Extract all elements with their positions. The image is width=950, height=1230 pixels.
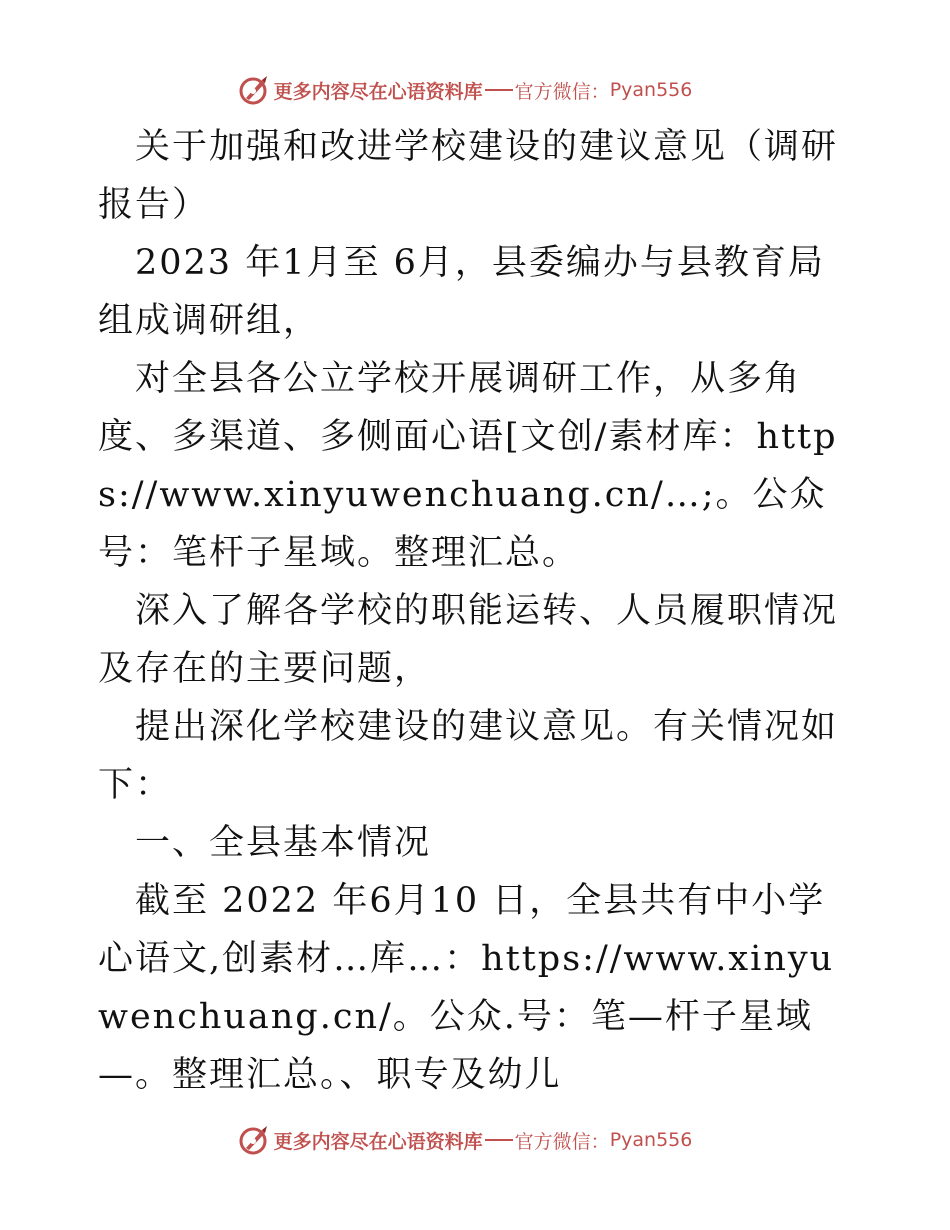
paragraph-5: 截至 2022 年6月10 日，全县共有中小学心语文,创素材…库…：https://www.xinyuwenchuang.cn/。公众.号：笔—杆子星域—。整理汇总。、职专及幼儿 (98, 881, 835, 1095)
footer-banner (0, 1120, 950, 1160)
header-contact-label: 官方微信： (514, 80, 610, 103)
paragraph-2: 对全县各公立学校开展调研工作，从多角度、多渠道、多侧面心语[文创/素材库：https://www.xinyuwenchuang.cn/…;。公众号：笔杆子星域。整理汇总。 (98, 359, 838, 573)
document-title: 关于加强和改进学校建设的建议意见（调研报告） (98, 127, 839, 225)
paragraph-1: 2023 年1月至 6月，县委编办与县教育局组成调研组， (98, 243, 825, 341)
paragraph-3: 深入了解各学校的职能运转、人员履职情况及存在的主要问题， (98, 591, 839, 689)
quill-pen-circle-icon (238, 1124, 270, 1156)
header-dash (485, 89, 513, 91)
header-banner (0, 70, 950, 110)
footer-contact-id: Pyan556 (609, 1129, 693, 1151)
footer-contact-label: 官方微信： (514, 1130, 610, 1153)
section-heading-1: 一、全县基本情况 (135, 823, 432, 863)
document-body (98, 118, 858, 1104)
header-contact-id: Pyan556 (609, 79, 693, 101)
footer-dash (485, 1139, 513, 1141)
header-brand-text: 更多内容尽在心语资料库 (273, 80, 483, 103)
footer-brand-text: 更多内容尽在心语资料库 (273, 1130, 483, 1153)
quill-pen-circle-icon (238, 74, 270, 106)
paragraph-4: 提出深化学校建设的建议意见。有关情况如下： (98, 707, 839, 805)
